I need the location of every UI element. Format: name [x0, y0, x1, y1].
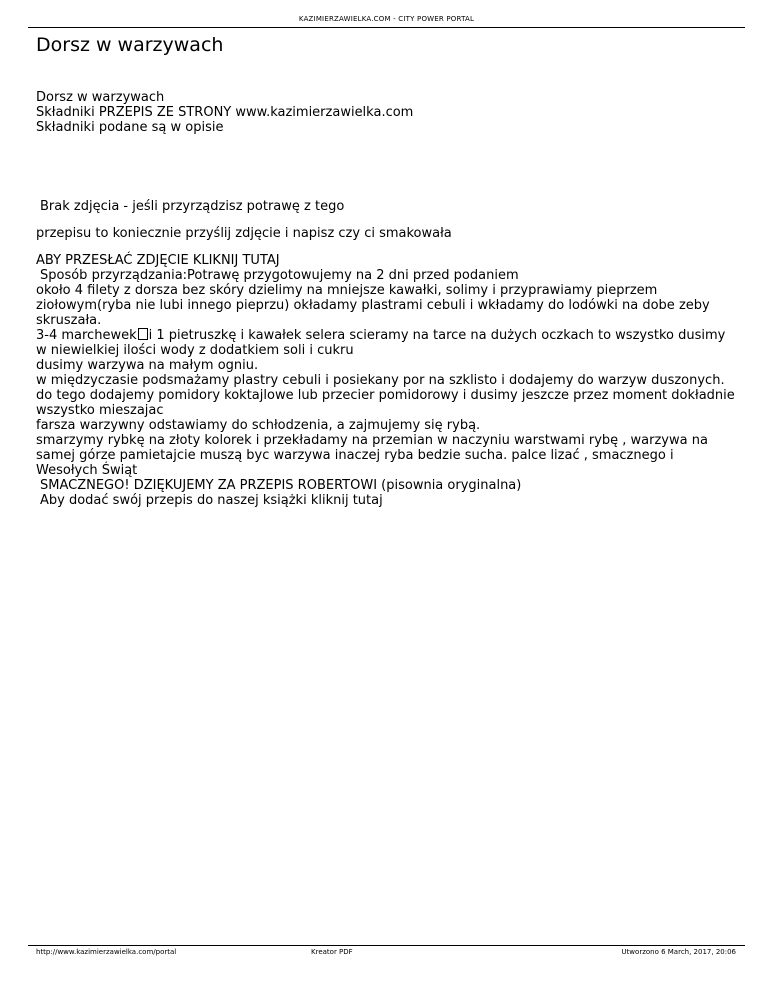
thanks-text: SMACZNEGO! DZIĘKUJEMY ZA PRZEPIS ROBERTOWI (pisownia oryginalna): [40, 478, 522, 493]
step-fish: około 4 filety z dorsza bez skóry dzielimy na mniejsze kawałki, solimy i przyprawiamy pieprzem ziołowym(ryba nie lubi innego pieprzu) okładamy plastrami cebuli i wkładamy do lodówki na dobe zeby skruszała.: [36, 283, 710, 328]
step-vegetables-rest: i 1 pietruszkę i kawałek selera scieramy na tarce na dużych oczkach to wszystko dusimy w niewielkiej ilości wody z dodatkiem soli i cukru: [36, 328, 726, 358]
intro-ingredients-source: Składniki PRZEPIS ZE STRONY www.kazimierzawielka.com: [36, 105, 414, 120]
page-title: Dorsz w warzywach: [36, 34, 224, 56]
footer-created-date: Utworzono 6 March, 2017, 20:06: [621, 948, 736, 956]
footer-creator: Kreator PDF: [311, 948, 353, 956]
footer-divider: [28, 945, 745, 946]
step-onion: w międzyczasie podsmażamy plastry cebuli i posiekany por na szklisto i dodajemy do warzyw duszonych. do tego dodajemy pomidory koktajlowe lub przecier pomidorowy i dusimy jeszcze przez moment dokładnie wszystko mieszajac: [36, 373, 735, 418]
send-photo-request: przepisu to koniecznie przyślij zdjęcie i napisz czy ci smakowała: [36, 226, 452, 241]
intro-block: [36, 90, 736, 135]
step-stew: dusimy warzywa na małym ogniu.: [36, 358, 259, 373]
step-vegetables-start: 3-4 marchewek: [36, 328, 137, 343]
step-vegetables: [36, 328, 736, 358]
intro-ingredients-note: Składniki podane są w opisie: [36, 120, 224, 135]
preparation-heading: Sposób przyrządzania:Potrawę przygotowujemy na 2 dni przed podaniem: [40, 268, 519, 283]
add-recipe-link[interactable]: Aby dodać swój przepis do naszej książki kliknij tutaj: [40, 493, 383, 508]
step-cool: farsza warzywny odstawiamy do schłodzenia, a zajmujemy się rybą.: [36, 418, 481, 433]
missing-glyph-icon: [138, 328, 148, 340]
article-content: [36, 90, 736, 508]
no-photo-note: Brak zdjęcia - jeśli przyrządzisz potrawę z tego: [40, 199, 345, 214]
intro-recipe-name: Dorsz w warzywach: [36, 90, 165, 105]
footer-url[interactable]: http://www.kazimierzawielka.com/portal: [36, 948, 177, 956]
site-header-title: KAZIMIERZAWIELKA.COM - CITY POWER PORTAL: [298, 15, 475, 23]
send-photo-link[interactable]: ABY PRZESŁAĆ ZDJĘCIE KLIKNIJ TUTAJ: [36, 253, 280, 268]
header-divider: [28, 27, 745, 28]
recipe-body: [36, 253, 736, 508]
step-fry: smarzymy rybkę na złoty kolorek i przekładamy na przemian w naczyniu warstwami rybę , warzywa na samej górze pamietajcie muszą byc warzywa inaczej ryba bedzie sucha. palce lizać , smacznego i Wesołych Świąt: [36, 433, 708, 478]
